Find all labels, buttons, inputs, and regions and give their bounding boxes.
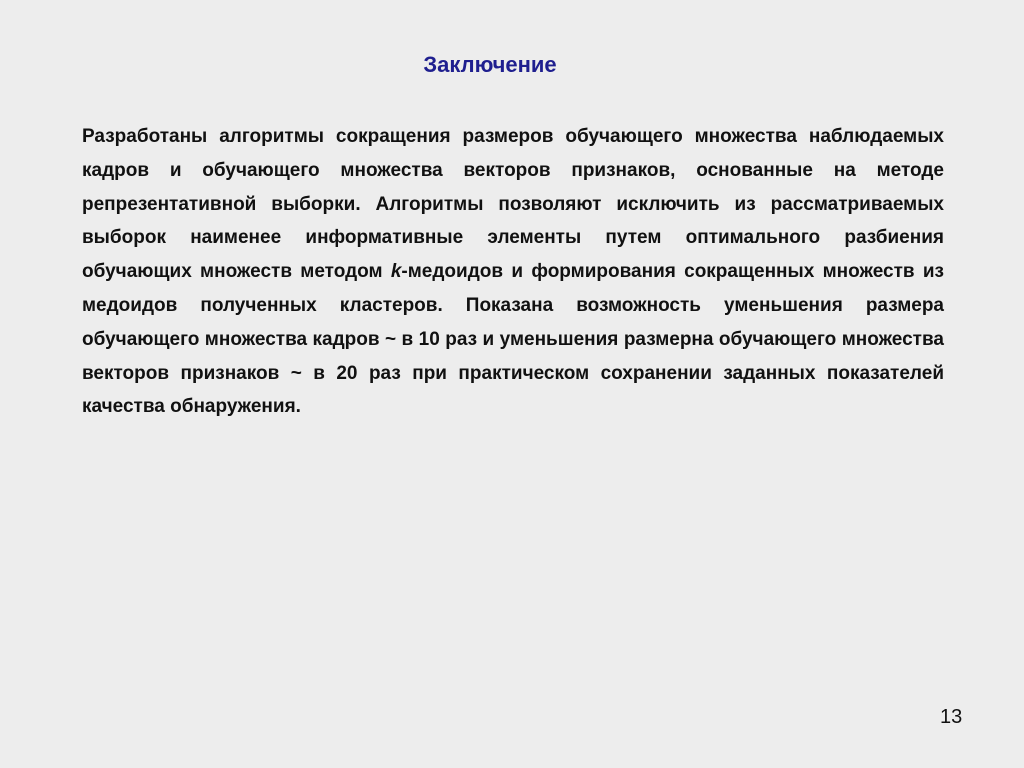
body-text-italic-k: k xyxy=(390,261,402,283)
slide-body-text xyxy=(82,120,944,424)
body-text-part-2: -медоидов и формирования сокращенных множеств из медоидов полученных кластеров. Показана возможность уменьшения размера обучающего множества кадров ~ в 10 раз и уменьшения размерна обучающего множества векторов признаков ~ в 20 раз при практическом сохранении заданных показателей качества обнаружения. xyxy=(82,261,944,418)
slide-title: Заключение xyxy=(423,52,557,77)
slide-page-number: 13 xyxy=(940,706,963,728)
body-text-part-1: Разработаны алгоритмы сокращения размеров обучающего множества наблюдаемых кадров и обучающего множества векторов признаков, основанные на методе репрезентативной выборки. Алгоритмы позволяют исключить из рассматриваемых выборок наименее информативные элементы путем оптимального разбиения обучающих множеств методом xyxy=(82,126,944,283)
